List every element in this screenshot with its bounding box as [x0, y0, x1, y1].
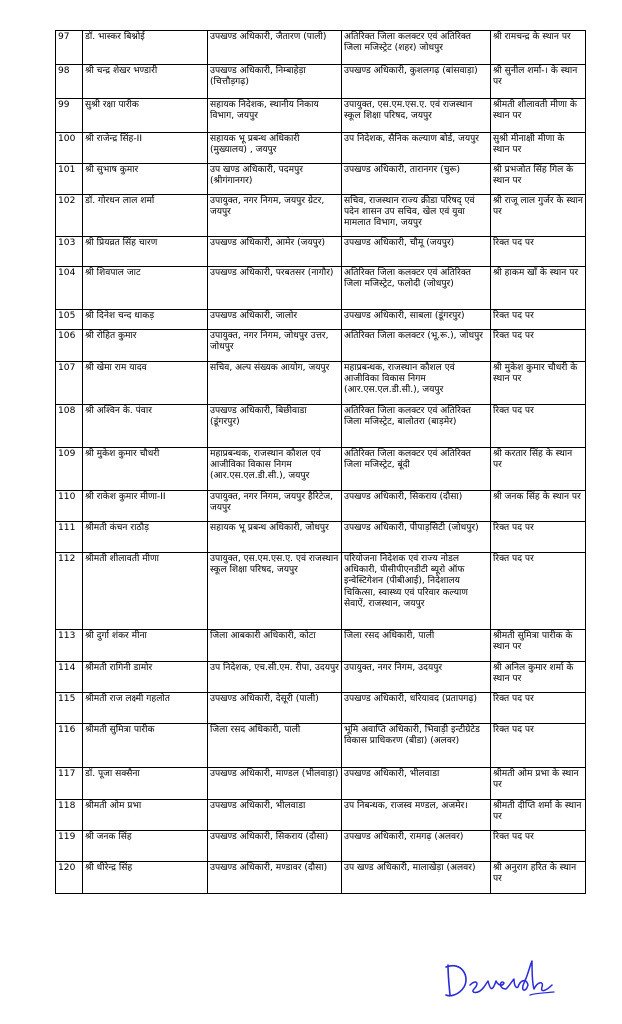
current-posting-cell: उपखण्ड अधिकारी, मण्डावर (दौसा): [208, 862, 342, 894]
table-row: [56, 362, 586, 405]
new-posting-cell: परियोजना निदेशक एवं राज्य नोडल अधिकारी, पीसीपीएनडीटी ब्यूरो ऑफ इन्वेस्टिगेशन (पीबीआई), निदेशालय चिकित्सा, स्वास्थ्य एवं परिवार कल्याण सेवाऐं, राजस्थान, जयपुर: [342, 553, 491, 630]
serial-number-cell: 97: [56, 31, 83, 65]
serial-number-cell: 104: [56, 267, 83, 310]
current-posting-cell: उपखण्ड अधिकारी, परबतसर (नागौर): [208, 267, 342, 310]
current-posting-cell: उप निदेशक, एच.सी.एम. रीपा, उदयपुर: [208, 662, 342, 693]
officer-name-cell: डॉ. पूजा सक्सैना: [83, 768, 208, 800]
remark-cell: श्रीमती दीप्ति शर्मा के स्थान पर: [491, 800, 586, 831]
table-row: [56, 862, 586, 894]
table-row: [56, 310, 586, 330]
new-posting-cell: उप खण्ड अधिकारी, मालाखेड़ा (अलवर): [342, 862, 491, 894]
serial-number-cell: 100: [56, 133, 83, 164]
table-row: [56, 768, 586, 800]
new-posting-cell: उपखण्ड अधिकारी, तारानगर (चुरू): [342, 164, 491, 195]
new-posting-cell: सचिव, राजस्थान राज्य क्रीडा परिषद् एवं पदेन शासन उप सचिव, खेल एवं युवा मामलात विभाग, जयपुर: [342, 195, 491, 237]
serial-number-cell: 98: [56, 65, 83, 99]
remark-cell: रिक्त पद पर: [491, 522, 586, 553]
table-row: [56, 405, 586, 448]
new-posting-cell: उपायुक्त, एस.एम.एस.ए. एवं राजस्थान स्कूल शिक्षा परिषद, जयपुर: [342, 99, 491, 133]
new-posting-cell: उपखण्ड अधिकारी, रामगढ़ (अलवर): [342, 831, 491, 862]
officer-name-cell: डॉ. भास्कर बिश्नोई: [83, 31, 208, 65]
new-posting-cell: उपखण्ड अधिकारी, धरियावद (प्रतापगढ़): [342, 693, 491, 724]
remark-cell: श्री जनक सिंह के स्थान पर: [491, 491, 586, 522]
remark-cell: रिक्त पद पर: [491, 693, 586, 724]
new-posting-cell: भूमि अवाप्ति अधिकारी, भिवाड़ी इन्टीग्रेटेड विकास प्राधिकरण (बीडा) (अलवर): [342, 724, 491, 768]
current-posting-cell: उपखण्ड अधिकारी, भीलवाडा: [208, 800, 342, 831]
table-row: [56, 831, 586, 862]
table-row: [56, 195, 586, 237]
officer-name-cell: श्रीमती सुमित्रा पारीक: [83, 724, 208, 768]
new-posting-cell: उपायुक्त, नगर निगम, उदयपुर: [342, 662, 491, 693]
officer-name-cell: श्री जनक सिंह: [83, 831, 208, 862]
serial-number-cell: 119: [56, 831, 83, 862]
serial-number-cell: 107: [56, 362, 83, 405]
remark-cell: रिक्त पद पर: [491, 831, 586, 862]
current-posting-cell: सहायक भू प्रबन्ध अधिकारी (मुख्यालय) , जयपुर: [208, 133, 342, 164]
remark-cell: श्री हाकम खॉं के स्थान पर: [491, 267, 586, 310]
serial-number-cell: 108: [56, 405, 83, 448]
officer-name-cell: डॉ. गोरधन लाल शर्मा: [83, 195, 208, 237]
new-posting-cell: जिला रसद अधिकारी, पाली: [342, 630, 491, 662]
officer-name-cell: श्रीमती रागिनी डामोर: [83, 662, 208, 693]
transfer-table: [55, 30, 586, 894]
new-posting-cell: अतिरिक्त जिला कलक्टर एवं अतिरिक्त जिला मजिस्ट्रेट, बूंदी: [342, 448, 491, 491]
officer-name-cell: सुश्री रक्षा पारीक: [83, 99, 208, 133]
remark-cell: श्री रामचन्द्र के स्थान पर: [491, 31, 586, 65]
table-row: [56, 800, 586, 831]
table-row: [56, 522, 586, 553]
serial-number-cell: 113: [56, 630, 83, 662]
remark-cell: श्रीमती सुमित्रा पारीक के स्थान पर: [491, 630, 586, 662]
officer-name-cell: श्रीमती ओम प्रभा: [83, 800, 208, 831]
current-posting-cell: उपखण्ड अधिकारी, सिकराय (दौसा): [208, 831, 342, 862]
new-posting-cell: उपखण्ड अधिकारी, चौमू (जयपुर): [342, 237, 491, 267]
remark-cell: सुश्री मीनाक्षी मीणा के स्थान पर: [491, 133, 586, 164]
serial-number-cell: 105: [56, 310, 83, 330]
new-posting-cell: उपखण्ड अधिकारी, कुशलगढ़ (बांसवाड़ा): [342, 65, 491, 99]
serial-number-cell: 102: [56, 195, 83, 237]
current-posting-cell: उपखण्ड अधिकारी, माण्डल (भीलवाड़ा): [208, 768, 342, 800]
new-posting-cell: उपखण्ड अधिकारी, पीपाड़सिटी (जोधपुर): [342, 522, 491, 553]
serial-number-cell: 103: [56, 237, 83, 267]
table-row: [56, 267, 586, 310]
current-posting-cell: उपखण्ड अधिकारी, बिछीवाडा (डूंगरपुर): [208, 405, 342, 448]
remark-cell: श्री मुकेश कुमार चौधरी के स्थान पर: [491, 362, 586, 405]
officer-name-cell: श्री दुर्गा शंकर मीना: [83, 630, 208, 662]
current-posting-cell: उपखण्ड अधिकारी, जैतारण (पाली): [208, 31, 342, 65]
officer-name-cell: श्री खेमा राम यादव: [83, 362, 208, 405]
serial-number-cell: 111: [56, 522, 83, 553]
new-posting-cell: उपखण्ड अधिकारी, साबला (डूंगरपुर): [342, 310, 491, 330]
remark-cell: श्री प्रभजोत सिंह गिल के स्थान पर: [491, 164, 586, 195]
table-row: [56, 448, 586, 491]
current-posting-cell: उपायुक्त, नगर निगम, जोधपुर उत्तर, जोधपुर: [208, 330, 342, 362]
serial-number-cell: 115: [56, 693, 83, 724]
officer-name-cell: श्री मुकेश कुमार चौधरी: [83, 448, 208, 491]
table-row: [56, 99, 586, 133]
officer-name-cell: श्री राजेन्द्र सिंह-II: [83, 133, 208, 164]
table-row: [56, 553, 586, 630]
serial-number-cell: 110: [56, 491, 83, 522]
current-posting-cell: महाप्रबन्धक, राजस्थान कौशल एवं आजीविका विकास निगम (आर.एस.एल.डी.सी.), जयपुर: [208, 448, 342, 491]
remark-cell: रिक्त पद पर: [491, 724, 586, 768]
officer-name-cell: श्री राकेश कुमार मीणा-II: [83, 491, 208, 522]
current-posting-cell: उपखण्ड अधिकारी, निम्बाहेड़ा (चित्तौड़गढ़): [208, 65, 342, 99]
officer-name-cell: श्रीमती राज लक्ष्मी गहलोत: [83, 693, 208, 724]
officer-name-cell: श्री सुभाष कुमार: [83, 164, 208, 195]
officer-name-cell: श्री धीरेन्द्र सिंह: [83, 862, 208, 894]
remark-cell: श्री अनुराग हरित के स्थान पर: [491, 862, 586, 894]
serial-number-cell: 114: [56, 662, 83, 693]
remark-cell: रिक्त पद पर: [491, 310, 586, 330]
remark-cell: रिक्त पद पर: [491, 330, 586, 362]
table-row: [56, 662, 586, 693]
current-posting-cell: उपखण्ड अधिकारी, जालोर: [208, 310, 342, 330]
officer-name-cell: श्री दिनेश चन्द धाकड़: [83, 310, 208, 330]
current-posting-cell: सचिव, अल्प संख्यक आयोग, जयपुर: [208, 362, 342, 405]
new-posting-cell: उपखण्ड अधिकारी, सिकराय (दौसा): [342, 491, 491, 522]
serial-number-cell: 101: [56, 164, 83, 195]
serial-number-cell: 117: [56, 768, 83, 800]
remark-cell: श्री करतार सिंह के स्थान पर: [491, 448, 586, 491]
remark-cell: श्री राजू लाल गुर्जर के स्थान पर: [491, 195, 586, 237]
table-row: [56, 330, 586, 362]
serial-number-cell: 106: [56, 330, 83, 362]
officer-name-cell: श्री शिवपाल जाट: [83, 267, 208, 310]
serial-number-cell: 120: [56, 862, 83, 894]
table-row: [56, 237, 586, 267]
serial-number-cell: 118: [56, 800, 83, 831]
current-posting-cell: उपायुक्त, नगर निगम, जयपुर हैरिटेज, जयपुर: [208, 491, 342, 522]
current-posting-cell: उपखण्ड अधिकारी, देसूरी (पाली): [208, 693, 342, 724]
table-row: [56, 724, 586, 768]
new-posting-cell: अतिरिक्त जिला कलक्टर एवं अतिरिक्त जिला मजिस्ट्रेट (शहर) जोधपुर: [342, 31, 491, 65]
current-posting-cell: सहायक निदेशक, स्थानीय निकाय विभाग, जयपुर: [208, 99, 342, 133]
officer-name-cell: श्री अश्विन के. पंवार: [83, 405, 208, 448]
table-row: [56, 630, 586, 662]
new-posting-cell: महाप्रबन्धक, राजस्थान कौशल एवं आजीविका विकास निगम (आर.एस.एल.डी.सी.), जयपुर: [342, 362, 491, 405]
table-row: [56, 491, 586, 522]
remark-cell: रिक्त पद पर: [491, 405, 586, 448]
officer-name-cell: श्रीमती शीलावती मीणा: [83, 553, 208, 630]
table-row: [56, 133, 586, 164]
new-posting-cell: उप निदेशक, सैनिक कल्याण बोर्ड, जयपुर: [342, 133, 491, 164]
officer-name-cell: श्री चन्द्र शेखर भण्डारी: [83, 65, 208, 99]
new-posting-cell: उपखण्ड अधिकारी, भीलवाडा: [342, 768, 491, 800]
current-posting-cell: उपखण्ड अधिकारी, आमेर (जयपुर): [208, 237, 342, 267]
serial-number-cell: 99: [56, 99, 83, 133]
new-posting-cell: अतिरिक्त जिला कलक्टर एवं अतिरिक्त जिला मजिस्ट्रेट, बालोतरा (बाड़मेर): [342, 405, 491, 448]
remark-cell: श्री सुनील शर्मा-। के स्थान पर: [491, 65, 586, 99]
new-posting-cell: उप निबन्धक, राजस्व मण्डल, अजमेर।: [342, 800, 491, 831]
current-posting-cell: उप खण्ड अधिकारी, पदमपुर (श्रीगंगानगर): [208, 164, 342, 195]
remark-cell: रिक्त पद पर: [491, 237, 586, 267]
new-posting-cell: अतिरिक्त जिला कलक्टर एवं अतिरिक्त जिला मजिस्ट्रेट, फलोदी (जोधपुर): [342, 267, 491, 310]
table-row: [56, 164, 586, 195]
serial-number-cell: 116: [56, 724, 83, 768]
remark-cell: श्री अनिल कुमार शर्मा के स्थान पर: [491, 662, 586, 693]
current-posting-cell: उपायुक्त, नगर निगम, जयपुर ग्रेटर, जयपुर: [208, 195, 342, 237]
posting-order-document: [55, 30, 585, 894]
remark-cell: श्रीमती शीलावती मीणा के स्थान पर: [491, 99, 586, 133]
current-posting-cell: उपायुक्त, एस.एम.एस.ए. एवं राजस्थान स्कूल शिक्षा परिषद, जयपुर: [208, 553, 342, 630]
current-posting-cell: जिला रसद अधिकारी, पाली: [208, 724, 342, 768]
remark-cell: श्रीमती ओम प्रभा के स्थान पर: [491, 768, 586, 800]
serial-number-cell: 109: [56, 448, 83, 491]
transfer-table-body: [56, 31, 586, 894]
table-row: [56, 693, 586, 724]
officer-name-cell: श्री प्रियव्रत सिंह चारण: [83, 237, 208, 267]
current-posting-cell: जिला आबकारी अधिकारी, कोटा: [208, 630, 342, 662]
table-row: [56, 65, 586, 99]
handwritten-signature: [440, 955, 560, 1000]
serial-number-cell: 112: [56, 553, 83, 630]
officer-name-cell: श्री रोहित कुमार: [83, 330, 208, 362]
remark-cell: रिक्त पद पर: [491, 553, 586, 630]
new-posting-cell: अतिरिक्त जिला कलक्टर (भू.रू.), जोधपुर: [342, 330, 491, 362]
current-posting-cell: सहायक भू प्रबन्ध अधिकारी, जोधपुर: [208, 522, 342, 553]
table-row: [56, 31, 586, 65]
officer-name-cell: श्रीमती कंचन राठौड़: [83, 522, 208, 553]
